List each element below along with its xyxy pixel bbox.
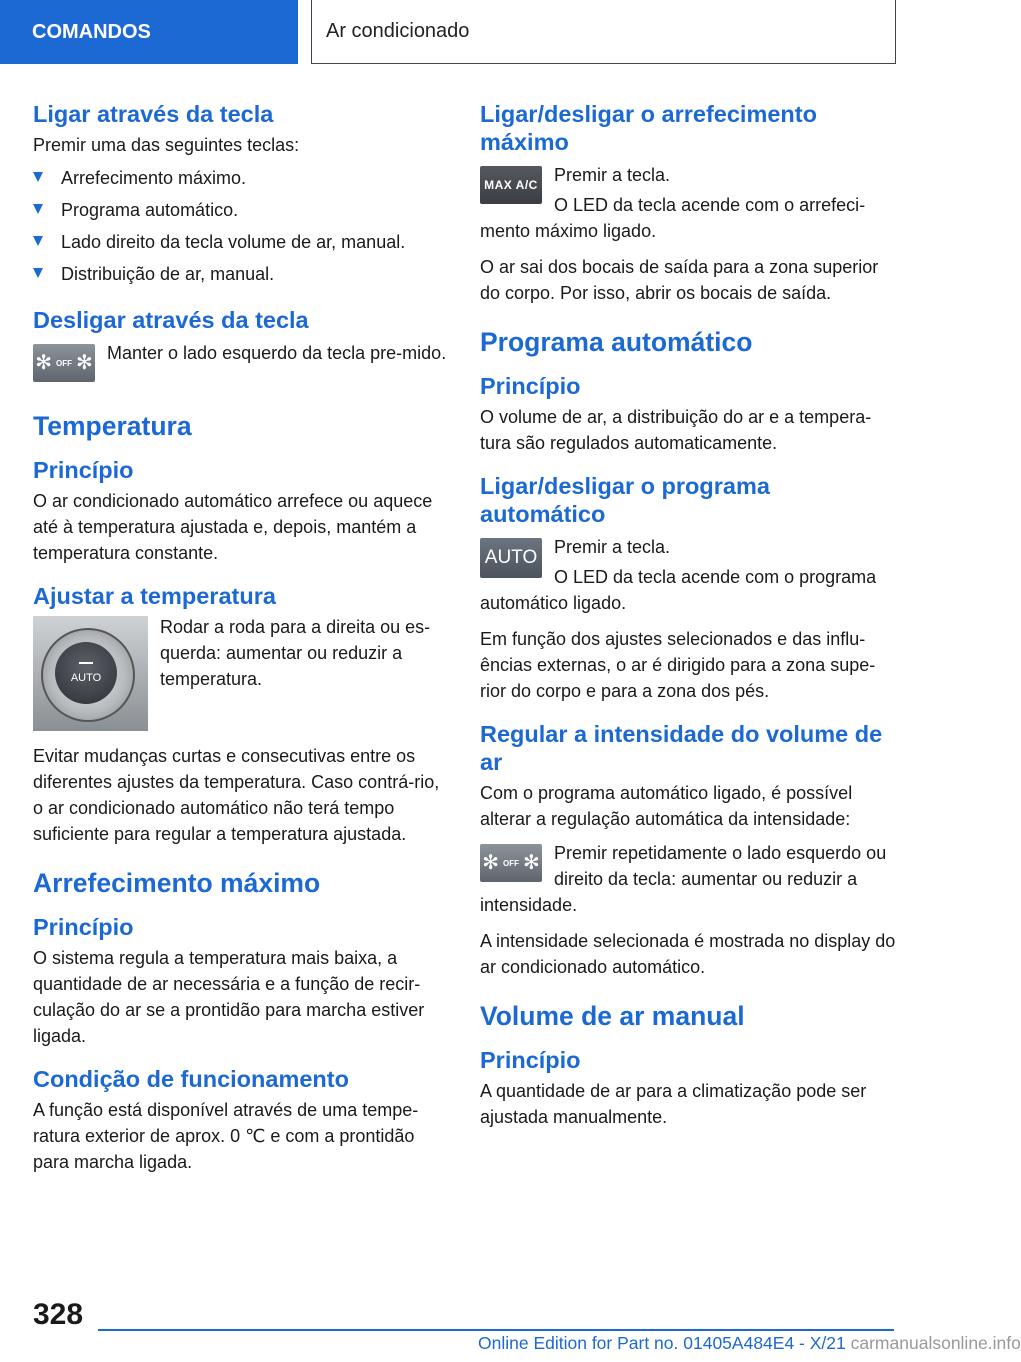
left-column [33, 100, 451, 1175]
list-item: Arrefecimento máximo. [33, 162, 451, 194]
text-evitar: Evitar mudanças curtas e consecutivas entre os diferentes ajustes da temperatura. Caso contrá‐rio, o ar condicionado automático não terá tempo suficiente para regular a temperatura ajustada. [33, 746, 440, 844]
text-ar-sai: O ar sai dos bocais de saída para a zona superior do corpo. Por isso, abrir os bocais de saída. [480, 257, 879, 303]
auto-button-image: AUTO [480, 538, 542, 578]
off-label: OFF [503, 858, 519, 868]
text-led-arrefecimento: O LED da tecla acende com o arrefeci‐mento máximo ligado. [480, 195, 866, 241]
key-list [33, 162, 451, 290]
page-number: 328 [33, 1298, 84, 1331]
heading-desligar-tecla: Desligar através da tecla [33, 307, 309, 333]
right-column [480, 100, 898, 1130]
text-led-programa: O LED da tecla acende com o programa automático ligado. [480, 567, 877, 613]
text-em-funcao: Em função dos ajustes selecionados e das influ‐ências externas, o ar é dirigido para a zona supe‐rior do corpo e para a zona dos pés. [480, 629, 876, 701]
heading-ligar-arrefecimento: Ligar/desligar o arrefecimento máximo [480, 101, 817, 155]
minus-icon [79, 662, 93, 664]
heading-ligar-programa: Ligar/desligar o programa automático [480, 473, 770, 527]
heading-principio: Princípio [33, 457, 134, 483]
watermark-site: carmanualsonline.info [850, 1333, 1021, 1353]
triangle-bullet-icon [33, 236, 43, 246]
text-manter: Manter o lado esquerdo da tecla pre‐mido. [107, 343, 447, 363]
text-rodar-roda: Rodar a roda para a direita ou es‐querda: aumentar ou reduzir a temperatura. [160, 617, 431, 689]
text-principio-arrefecimento: O sistema regula a temperatura mais baixa, a quantidade de ar necessária e a função de recir‐culação do ar se a prontidão para marcha estiver ligada. [33, 948, 425, 1046]
triangle-bullet-icon [33, 172, 43, 182]
section-label: COMANDOS [32, 20, 151, 43]
heading-condicao-funcionamento: Condição de funcionamento [33, 1066, 349, 1092]
section-tab [0, 0, 298, 64]
list-item: Programa automático. [33, 194, 451, 226]
text-principio-temperatura: O ar condicionado automático arrefece ou aquece até à temperatura ajustada e, depois, mantém a temperatura constante. [33, 491, 433, 563]
fan-icon: ✻ [523, 852, 540, 874]
heading-principio: Princípio [480, 373, 581, 399]
temperature-knob-image [33, 616, 148, 731]
heading-regular-intensidade: Regular a intensidade do volume de ar [480, 721, 883, 775]
footer-edition [478, 1333, 1021, 1354]
text-premir-tecla: Premir a tecla. [554, 537, 671, 557]
list-item: Distribuição de ar, manual. [33, 258, 451, 290]
page-header [311, 0, 896, 64]
fan-icon: ✻ [35, 352, 52, 374]
text-intensidade-display: A intensidade selecionada é mostrada no display do ar condicionado automático. [480, 931, 896, 977]
heading-temperatura: Temperatura [33, 411, 192, 441]
edition-text: Online Edition for Part no. 01405A484E4 - X/21 [478, 1333, 846, 1353]
text-premir-tecla: Premir a tecla. [554, 165, 671, 185]
triangle-bullet-icon [33, 268, 43, 278]
fan-button-image [480, 844, 542, 882]
heading-principio: Princípio [33, 914, 134, 940]
max-ac-button-image: MAX A/C [480, 166, 542, 204]
text-com-programa: Com o programa automático ligado, é possível alterar a regulação automática da intensidade: [480, 783, 853, 829]
text-principio-volume: A quantidade de ar para a climatização pode ser ajustada manualmente. [480, 1081, 867, 1127]
heading-ajustar-temperatura: Ajustar a temperatura [33, 583, 276, 609]
fan-button-image [33, 344, 95, 382]
page-title: Ar condicionado [326, 20, 470, 42]
triangle-bullet-icon [33, 204, 43, 214]
fan-icon: ✻ [76, 352, 93, 374]
heading-volume-ar-manual: Volume de ar manual [480, 1001, 745, 1031]
off-label: OFF [56, 358, 72, 368]
heading-programa-automatico: Programa automático [480, 327, 753, 357]
text-condicao: A função está disponível através de uma tempe‐ratura exterior de aprox. 0 ℃ e com a prontidão para marcha ligada. [33, 1100, 419, 1172]
heading-ligar-tecla: Ligar através da tecla [33, 101, 274, 127]
list-item: Lado direito da tecla volume de ar, manual. [33, 226, 451, 258]
knob-label: AUTO [70, 672, 102, 684]
text-premir-teclas: Premir uma das seguintes teclas: [33, 135, 300, 155]
text-premir-repetidamente: Premir repetidamente o lado esquerdo ou direito da tecla: aumentar ou reduzir a intensidade. [480, 843, 887, 915]
fan-icon: ✻ [482, 852, 499, 874]
heading-arrefecimento-maximo: Arrefecimento máximo [33, 868, 321, 898]
heading-principio: Princípio [480, 1047, 581, 1073]
text-principio-programa: O volume de ar, a distribuição do ar e a tempera‐tura são regulados automaticamente. [480, 407, 872, 453]
footer-divider [98, 1329, 894, 1331]
